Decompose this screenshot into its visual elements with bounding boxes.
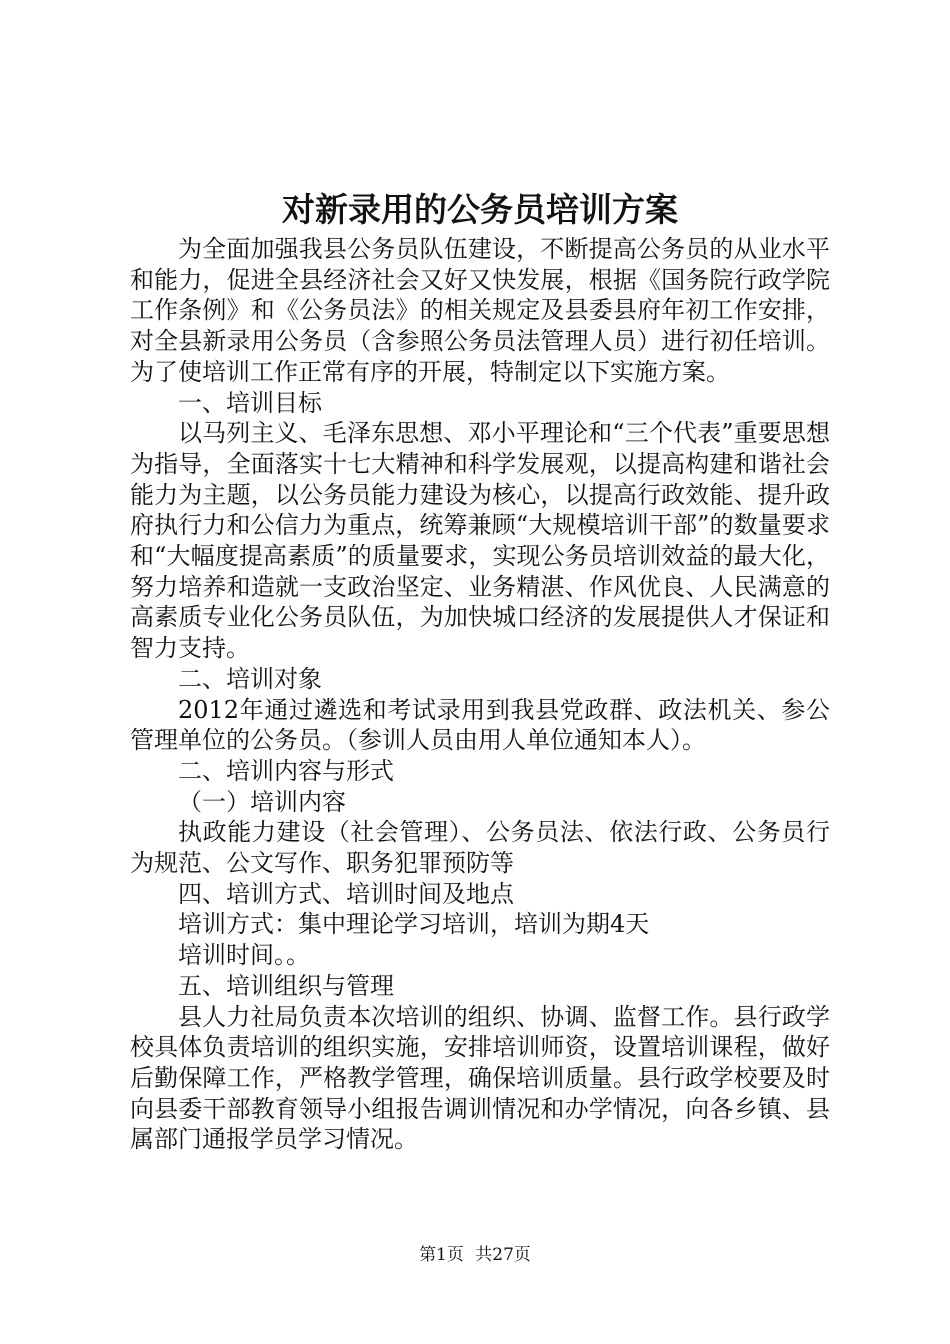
heading-training-organization: 五、培训组织与管理	[178, 971, 394, 1000]
heading-training-target: 二、培训对象	[178, 664, 322, 693]
heading-training-method-time-place: 四、培训方式、培训时间及地点	[178, 879, 514, 908]
page-number-current: 第1页	[419, 1245, 464, 1265]
paragraph-training-target: 2012年通过遴选和考试录用到我县党政群、政法机关、参公管理单位的公务员。（参训人员由用人单位通知本人）。	[130, 695, 830, 755]
paragraph-training-content: 执政能力建设（社会管理）、公务员法、依法行政、公务员行为规范、公文写作、职务犯罪预防等	[130, 818, 830, 878]
paragraph-training-time: 培训时间。。	[178, 941, 310, 970]
paragraph-intro: 为全面加强我县公务员队伍建设，不断提高公务员的从业水平和能力，促进全县经济社会又好又快发展，根据《国务院行政学院工作条例》和《公务员法》的相关规定及县委县府年初工作安排，对全县新录用公务员（含参照公务员法管理人员）进行初任培训。为了使培训工作正常有序的开展，特制定以下实施方案。	[130, 235, 830, 386]
paragraph-training-goal: 以马列主义、毛泽东思想、邓小平理论和“三个代表”重要思想为指导，全面落实十七大精神和科学发展观，以提高构建和谐社会能力为主题，以公务员能力建设为核心，以提高行政效能、提升政府执行力和公信力为重点，统筹兼顾“大规模培训干部”的数量要求和“大幅度提高素质”的质量要求，实现公务员培训效益的最大化，努力培养和造就一支政治坚定、业务精湛、作风优良、人民满意的高素质专业化公务员队伍，为加快城口经济的发展提供人才保证和智力支持。	[130, 419, 830, 663]
heading-training-goal: 一、培训目标	[178, 388, 322, 417]
page-number-total: 共27页	[475, 1245, 531, 1265]
subheading-training-content: （一）培训内容	[178, 787, 346, 816]
paragraph-training-method: 培训方式：集中理论学习培训，培训为期4天	[178, 910, 650, 939]
page-footer	[0, 1244, 950, 1266]
paragraph-training-organization: 县人力社局负责本次培训的组织、协调、监督工作。县行政学校具体负责培训的组织实施，安排培训师资，设置培训课程，做好后勤保障工作，严格教学管理，确保培训质量。县行政学校要及时向县委干部教育领导小组报告调训情况和办学情况，向各乡镇、县属部门通报学员学习情况。	[130, 1002, 830, 1154]
document-page	[130, 186, 830, 1155]
document-title: 对新录用的公务员培训方案	[282, 190, 678, 229]
heading-training-content-form: 二、培训内容与形式	[178, 756, 394, 785]
